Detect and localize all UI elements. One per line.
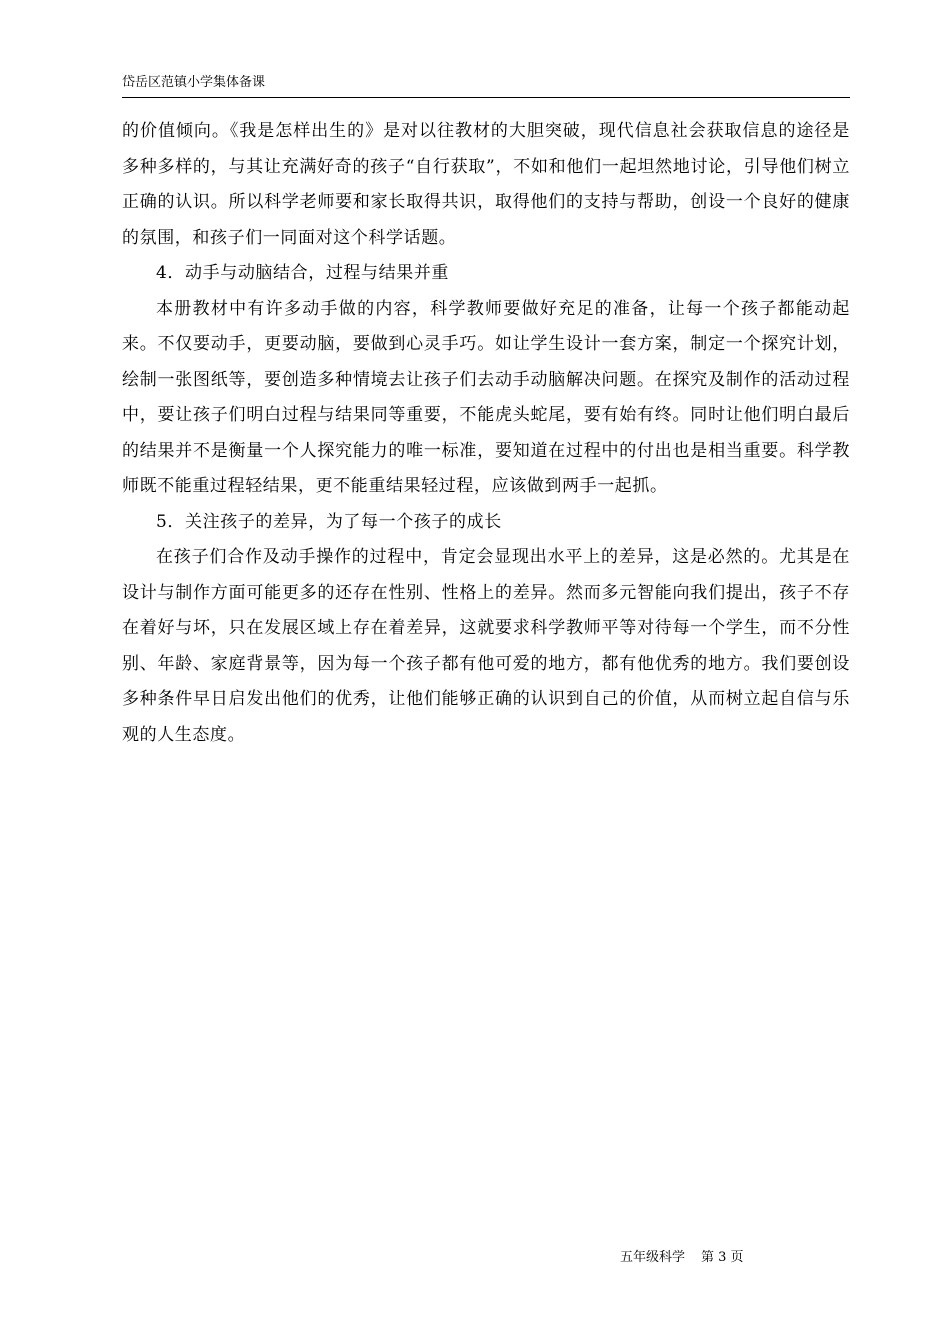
page-header [122,73,850,98]
section-heading-4: 4．动手与动脑结合，过程与结果并重 [156,263,450,283]
document-body [122,114,850,753]
page-number: 第 3 页 [701,1250,744,1265]
footer-subject: 五年级科学 [620,1250,686,1265]
page-footer [620,1249,744,1267]
paragraph-section-5: 在孩子们合作及动手操作的过程中，肯定会显现出水平上的差异，这是必然的。尤其是在设计与制作方面可能更多的还存在性别、性格上的差异。然而多元智能向我们提出，孩子不存在着好与坏，只在发展区域上存在着差异，这就要求科学教师平等对待每一个学生，而不分性别、年龄、家庭背景等，因为每一个孩子都有他可爱的地方，都有他优秀的地方。我们要创设多种条件早日启发出他们的优秀，让他们能够正确的认识到自己的价值，从而树立起自信与乐观的人生态度。 [122,547,850,745]
header-title: 岱岳区范镇小学集体备课 [122,75,266,90]
section-heading-5: 5．关注孩子的差异，为了每一个孩子的成长 [156,511,502,532]
paragraph-continuation: 的价值倾向。《我是怎样出生的》是对以往教材的大胆突破，现代信息社会获取信息的途径是多种多样的，与其让充满好奇的孩子“自行获取”，不如和他们一起坦然地讨论，引导他们树立正确的认识。所以科学老师要和家长取得共识，取得他们的支持与帮助，创设一个良好的健康的氛围，和孩子们一同面对这个科学话题。 [122,121,850,248]
paragraph-section-4: 本册教材中有许多动手做的内容，科学教师要做好充足的准备，让每一个孩子都能动起来。不仅要动手，更要动脑，要做到心灵手巧。如让学生设计一套方案，制定一个探究计划，绘制一张图纸等，要创造多种情境去让孩子们去动手动脑解决问题。在探究及制作的活动过程中，要让孩子们明白过程与结果同等重要，不能虎头蛇尾，要有始有终。同时让他们明白最后的结果并不是衡量一个人探究能力的唯一标准，要知道在过程中的付出也是相当重要。科学教师既不能重过程轻结果，更不能重结果轻过程，应该做到两手一起抓。 [122,298,850,496]
